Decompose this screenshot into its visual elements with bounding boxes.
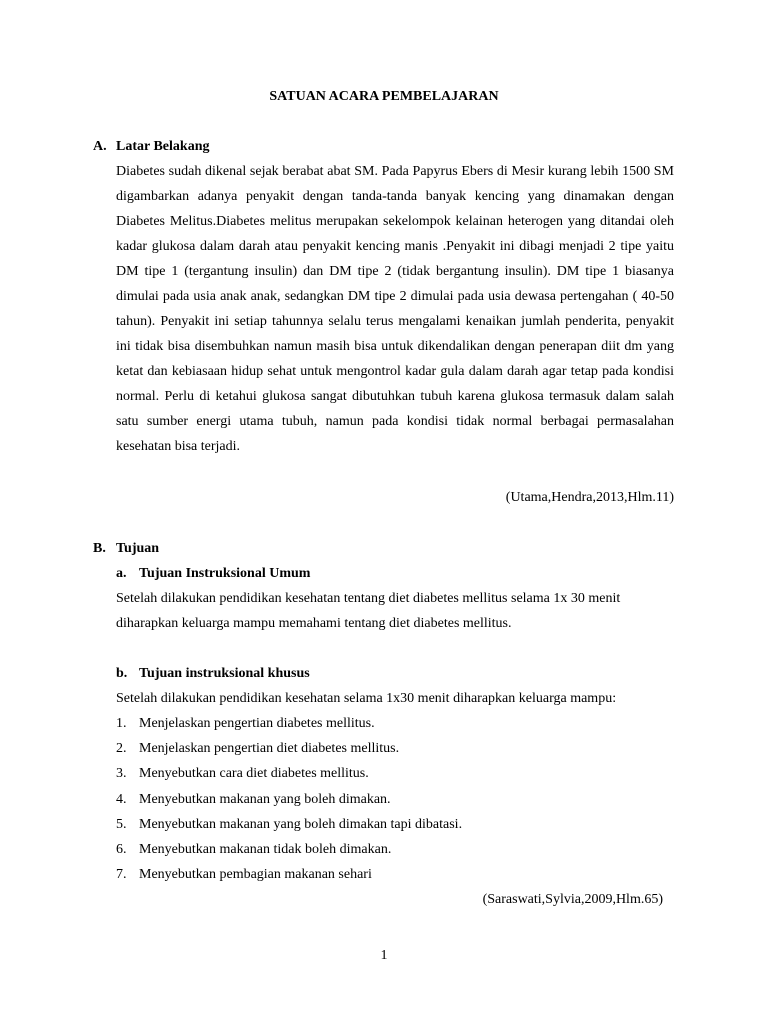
page-number: 1 bbox=[380, 948, 388, 963]
section-b-heading bbox=[93, 541, 159, 557]
subsection-b-heading bbox=[116, 666, 310, 682]
list-item-text: Menyebutkan makanan yang boleh dimakan tapi dibatasi. bbox=[139, 816, 463, 832]
list-item-text: Menyebutkan cara diet diabetes mellitus. bbox=[139, 766, 369, 782]
list-item bbox=[116, 766, 462, 791]
list-item-text: Menyebutkan pembagian makanan sehari bbox=[139, 867, 372, 883]
background-paragraph: Diabetes sudah dikenal sejak berabat abat SM. Pada Papyrus Ebers di Mesir kurang lebih 1500 SM digambarkan adanya penyakit dengan tanda-tanda banyak kencing yang dinamakan dengan Diabetes Melitus.Diabetes melitus merupakan sekelompok kelainan heterogen yang ditandai oleh kadar glukosa dalam darah atau penyakit kencing manis .Penyakit ini dibagi menjadi 2 tipe yaitu DM tipe 1 (tergantung insulin) dan DM tipe 2 (tidak bergantung insulin). DM tipe 1 biasanya dimulai pada usia anak anak, sedangkan DM tipe 2 dimulai pada usia dewasa pertengahan ( 40-50 tahun). Penyakit ini setiap tahunnya selalu terus mengalami kenaikan jumlah penderita, penyakit ini tidak bisa disembuhkan namun masih bisa untuk dikendalikan dengan penerapan diit dm yang ketat dan kebiasaan hidup sehat untuk mengontrol kadar gula dalam darah agar tetap pada kondisi normal. Perlu di ketahui glukosa sangat dibutuhkan tubuh karena glukosa termasuk dalam salah satu sumber energi utama tubuh, namun pada kondisi tidak normal berbagai permasalahan kesehatan bisa terjadi. bbox=[116, 164, 674, 454]
general-objective-line-1: Setelah dilakukan pendidikan kesehatan tentang diet diabetes mellitus selama 1x 30 menit bbox=[116, 591, 621, 606]
list-item bbox=[116, 842, 462, 867]
list-item-text: Menjelaskan pengertian diabetes mellitus. bbox=[139, 716, 375, 731]
section-a-paragraph bbox=[116, 159, 674, 459]
list-item-number: 2. bbox=[116, 741, 127, 757]
list-item-text: Menyebutkan makanan yang boleh dimakan. bbox=[139, 791, 391, 807]
section-a-letter: A. bbox=[93, 139, 107, 154]
list-item bbox=[116, 792, 462, 817]
list-item-number: 6. bbox=[116, 841, 127, 857]
subsection-b-title: Tujuan instruksional khusus bbox=[139, 666, 310, 681]
general-objective-line-2: diharapkan keluarga mampu memahami tentang diet diabetes mellitus. bbox=[116, 616, 512, 631]
section-a-citation: (Utama,Hendra,2013,Hlm.11) bbox=[505, 490, 674, 505]
section-a-title: Latar Belakang bbox=[116, 139, 210, 154]
list-item bbox=[116, 716, 462, 741]
list-item-text: Menyebutkan makanan tidak boleh dimakan. bbox=[139, 841, 392, 857]
subsection-a-title: Tujuan Instruksional Umum bbox=[139, 566, 311, 581]
subsection-a-heading bbox=[116, 566, 310, 582]
section-a-heading bbox=[93, 139, 209, 155]
document-title: SATUAN ACARA PEMBELAJARAN bbox=[269, 89, 499, 104]
list-item bbox=[116, 817, 462, 842]
list-item-number: 1. bbox=[116, 716, 127, 731]
subsection-a-letter: a. bbox=[116, 566, 127, 581]
section-b-citation: (Saraswati,Sylvia,2009,Hlm.65) bbox=[482, 892, 663, 907]
specific-objective-intro: Setelah dilakukan pendidikan kesehatan selama 1x30 menit diharapkan keluarga mampu: bbox=[116, 691, 617, 706]
list-item bbox=[116, 867, 462, 892]
subsection-b-letter: b. bbox=[116, 666, 128, 681]
section-b-letter: B. bbox=[93, 541, 106, 556]
list-item-number: 4. bbox=[116, 791, 127, 807]
list-item bbox=[116, 741, 462, 766]
specific-objectives-list bbox=[116, 716, 462, 892]
list-item-number: 3. bbox=[116, 766, 127, 782]
section-b-title: Tujuan bbox=[116, 541, 160, 556]
list-item-text: Menjelaskan pengertian diet diabetes mellitus. bbox=[139, 741, 400, 757]
list-item-number: 7. bbox=[116, 867, 127, 883]
list-item-number: 5. bbox=[116, 816, 127, 832]
